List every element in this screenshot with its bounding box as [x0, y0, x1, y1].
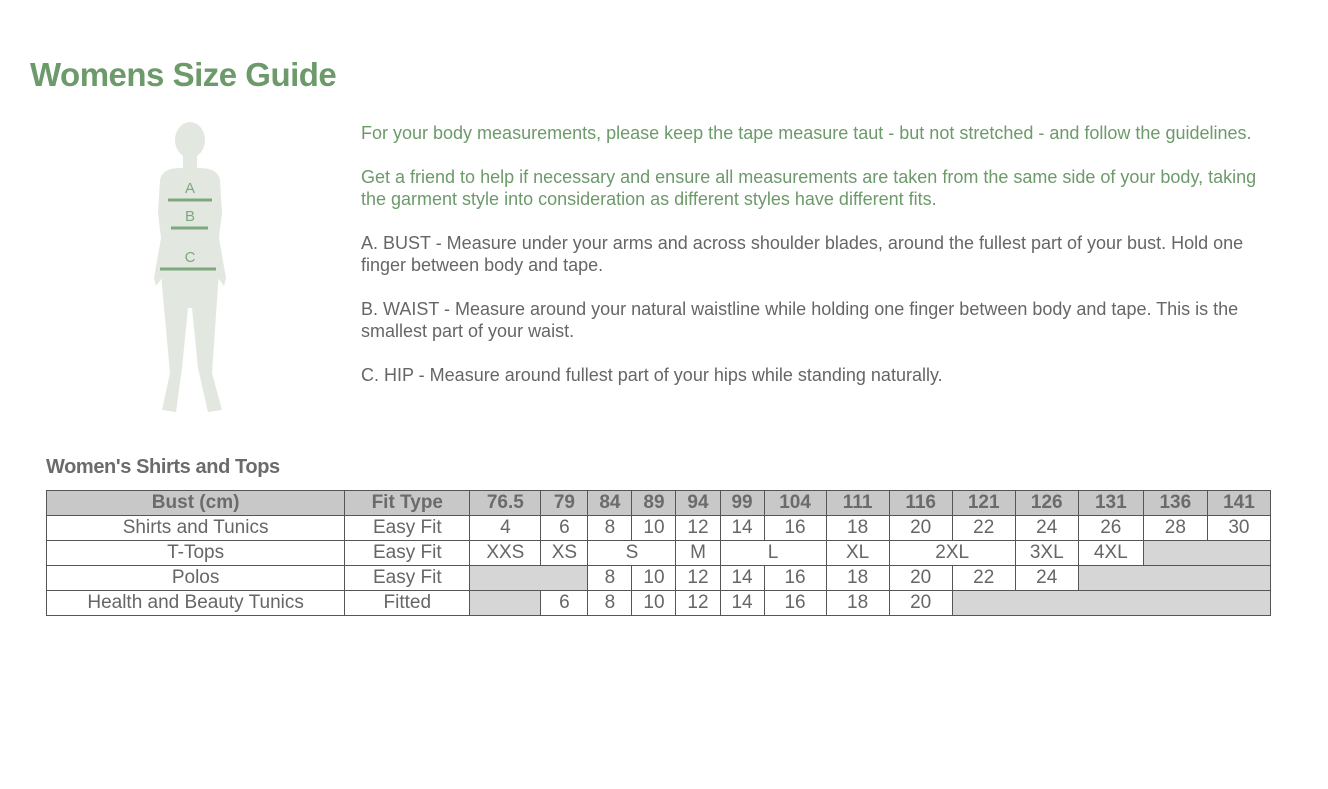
- bust-column-header: 104: [764, 491, 826, 516]
- figure-label-c: C: [184, 249, 196, 266]
- size-cell: 10: [632, 566, 676, 591]
- table-header-row: [47, 491, 1271, 516]
- measurement-instructions: [361, 122, 1281, 408]
- size-cell: 6: [541, 591, 588, 616]
- bust-column-header: 131: [1078, 491, 1143, 516]
- size-cell: 20: [889, 591, 952, 616]
- bust-column-header: 89: [632, 491, 676, 516]
- size-cell: 24: [1015, 566, 1078, 591]
- bust-column-header: 84: [588, 491, 632, 516]
- size-cell: 4: [470, 516, 541, 541]
- size-cell: 12: [676, 591, 720, 616]
- size-cell: XL: [826, 541, 889, 566]
- size-cell: 6: [541, 516, 588, 541]
- bust-column-header: 79: [541, 491, 588, 516]
- size-cell: 8: [588, 516, 632, 541]
- row-label: Polos: [47, 566, 345, 591]
- size-cell: 24: [1015, 516, 1078, 541]
- figure-label-b: B: [184, 208, 196, 225]
- size-cell: 18: [826, 516, 889, 541]
- size-cell: 14: [720, 566, 764, 591]
- size-cell: 16: [764, 566, 826, 591]
- size-cell: M: [676, 541, 720, 566]
- size-cell: 3XL: [1015, 541, 1078, 566]
- size-cell: 10: [632, 591, 676, 616]
- size-cell: 14: [720, 516, 764, 541]
- size-cell: 26: [1078, 516, 1143, 541]
- table-row: [47, 591, 1271, 616]
- row-fit-type: Easy Fit: [345, 541, 470, 566]
- bust-column-header: 99: [720, 491, 764, 516]
- figure-label-a: A: [184, 180, 196, 197]
- fit-type-header: Fit Type: [345, 491, 470, 516]
- size-cell: 8: [588, 566, 632, 591]
- size-cell: XS: [541, 541, 588, 566]
- row-fit-type: Fitted: [345, 591, 470, 616]
- blank-size-cell: [1143, 541, 1270, 566]
- size-cell: 12: [676, 566, 720, 591]
- size-cell: 12: [676, 516, 720, 541]
- female-silhouette-icon: [140, 118, 240, 418]
- bust-column-header: 121: [952, 491, 1015, 516]
- row-label: Health and Beauty Tunics: [47, 591, 345, 616]
- size-cell: 22: [952, 516, 1015, 541]
- bust-column-header: 116: [889, 491, 952, 516]
- size-cell: L: [720, 541, 826, 566]
- blank-size-cell: [1078, 566, 1270, 591]
- size-cell: 16: [764, 591, 826, 616]
- bust-column-header: 141: [1207, 491, 1270, 516]
- intro-paragraph: For your body measurements, please keep the tape measure taut - but not stretched - and follow the guidelines.: [361, 123, 1252, 143]
- size-cell: 14: [720, 591, 764, 616]
- size-cell: 28: [1143, 516, 1207, 541]
- blank-size-cell: [470, 566, 588, 591]
- blank-size-cell: [952, 591, 1270, 616]
- waist-instruction: B. WAIST - Measure around your natural waistline while holding one finger between body and tape. This is the smallest part of your waist.: [361, 299, 1239, 341]
- size-cell: 4XL: [1078, 541, 1143, 566]
- size-cell: S: [588, 541, 676, 566]
- bust-header: Bust (cm): [47, 491, 345, 516]
- size-cell: 10: [632, 516, 676, 541]
- size-cell: 8: [588, 591, 632, 616]
- bust-column-header: 136: [1143, 491, 1207, 516]
- row-label: Shirts and Tunics: [47, 516, 345, 541]
- bust-column-header: 111: [826, 491, 889, 516]
- size-cell: 16: [764, 516, 826, 541]
- size-cell: XXS: [470, 541, 541, 566]
- body-measurement-figure: [140, 118, 240, 418]
- table-row: [47, 516, 1271, 541]
- size-table: [46, 490, 1271, 616]
- size-cell: 20: [889, 566, 952, 591]
- hip-instruction: C. HIP - Measure around fullest part of your hips while standing naturally.: [361, 365, 943, 385]
- table-title: Women's Shirts and Tops: [46, 456, 280, 478]
- size-cell: 22: [952, 566, 1015, 591]
- page-title: Womens Size Guide: [30, 56, 337, 93]
- size-cell: 2XL: [889, 541, 1015, 566]
- size-cell: 18: [826, 591, 889, 616]
- bust-column-header: 126: [1015, 491, 1078, 516]
- size-cell: 20: [889, 516, 952, 541]
- bust-column-header: 94: [676, 491, 720, 516]
- size-cell: 30: [1207, 516, 1270, 541]
- blank-size-cell: [470, 591, 541, 616]
- size-cell: 18: [826, 566, 889, 591]
- table-row: [47, 566, 1271, 591]
- row-label: T-Tops: [47, 541, 345, 566]
- table-row: [47, 541, 1271, 566]
- row-fit-type: Easy Fit: [345, 566, 470, 591]
- bust-instruction: A. BUST - Measure under your arms and across shoulder blades, around the fullest part of your bust. Hold one finger between body and tape.: [361, 233, 1244, 275]
- bust-column-header: 76.5: [470, 491, 541, 516]
- row-fit-type: Easy Fit: [345, 516, 470, 541]
- friend-paragraph: Get a friend to help if necessary and ensure all measurements are taken from the same side of your body, taking the garment style into consideration as different styles have different fits.: [361, 167, 1257, 209]
